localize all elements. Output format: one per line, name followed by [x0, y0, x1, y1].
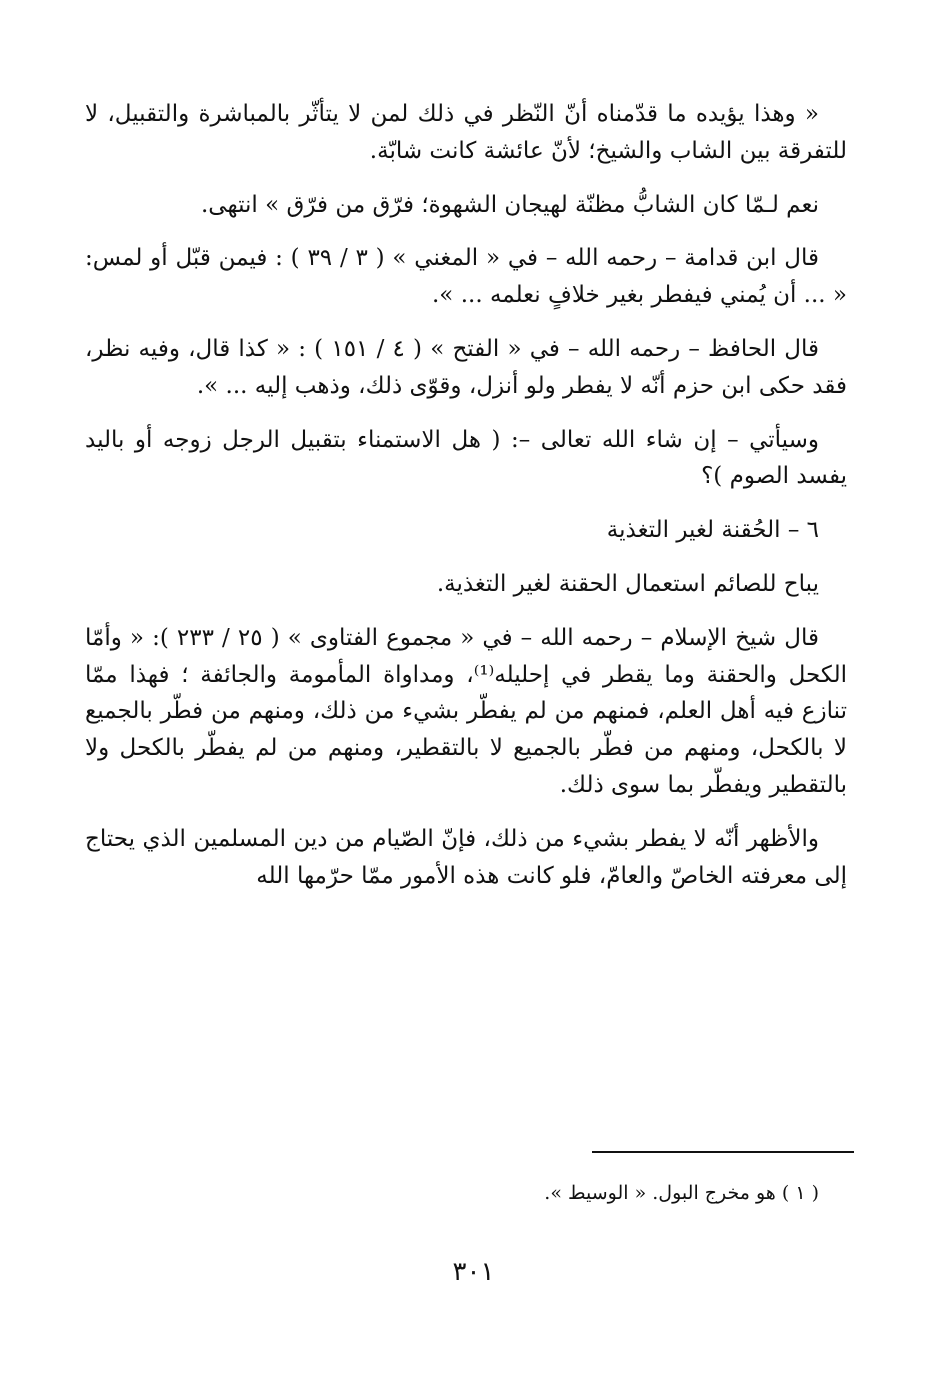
paragraph-3: قال ابن قدامة – رحمه الله – في « المغني » ( ٣ / ٣٩ ) : فيمن قبّل أو لمس: « ... أن يُمني فيفطر بغير خلافٍ نعلمه ... ». [85, 245, 847, 309]
section-heading: ٦ – الحُقنة لغير التغذية [606, 517, 819, 544]
footnote-divider [592, 1151, 854, 1153]
paragraph-4: قال الحافظ – رحمه الله – في « الفتح » ( ٤ / ١٥١ ) : « كذا قال، وفيه نظر، فقد حكى ابن حزم أنّه لا يفطر ولو أنزل، وقوّى ذلك، وذهب إليه ... ». [85, 335, 847, 399]
page-number: ٣٠١ [452, 1257, 495, 1287]
paragraph-2: نعم لـمّا كان الشابُّ مظنّة لهيجان الشهوة؛ فرّق من فرّق » انتهى. [201, 191, 819, 218]
paragraph-8: قال شيخ الإسلام – رحمه الله – في « مجموع الفتاوى » ( ٢٥ / ٢٣٣ ): « وأمّا الكحل والحقنة وما يقطر في إحليله⁽¹⁾، ومداواة المأمومة والجائفة ؛ فهذا ممّا تنازع فيه أهل العلم، فمنهم من لم يفطّر بشيء من ذلك، ومنهم من فطّر بالجميع لا بالكحل، ومنهم من فطّر بالجميع لا بالتقطير، ومنهم من لم يفطّر بالكحل ولا بالتقطير ويفطّر بما سوى ذلك. [85, 624, 847, 798]
footnote: ( ١ ) هو مخرج البول. « الوسيط ». [544, 1182, 819, 1204]
main-text [85, 96, 847, 911]
paragraph-9: والأظهر أنّه لا يفطر بشيء من ذلك، فإنّ الصّيام من دين المسلمين الذي يحتاج إلى معرفته الخاصّ والعامّ، فلو كانت هذه الأمور ممّا حرّمها الله [85, 825, 847, 889]
paragraph-5: وسيأتي – إن شاء الله تعالى –: ( هل الاستمناء بتقبيل الرجل زوجه أو باليد يفسد الصوم )؟ [85, 426, 847, 490]
paragraph-1: « وهذا يؤيده ما قدّمناه أنّ النّظر في ذلك لمن لا يتأثّر بالمباشرة والتقبيل، لا للتفرقة بين الشاب والشيخ؛ لأنّ عائشة كانت شابّة. [85, 101, 847, 164]
paragraph-7: يباح للصائم استعمال الحقنة لغير التغذية. [436, 570, 819, 597]
